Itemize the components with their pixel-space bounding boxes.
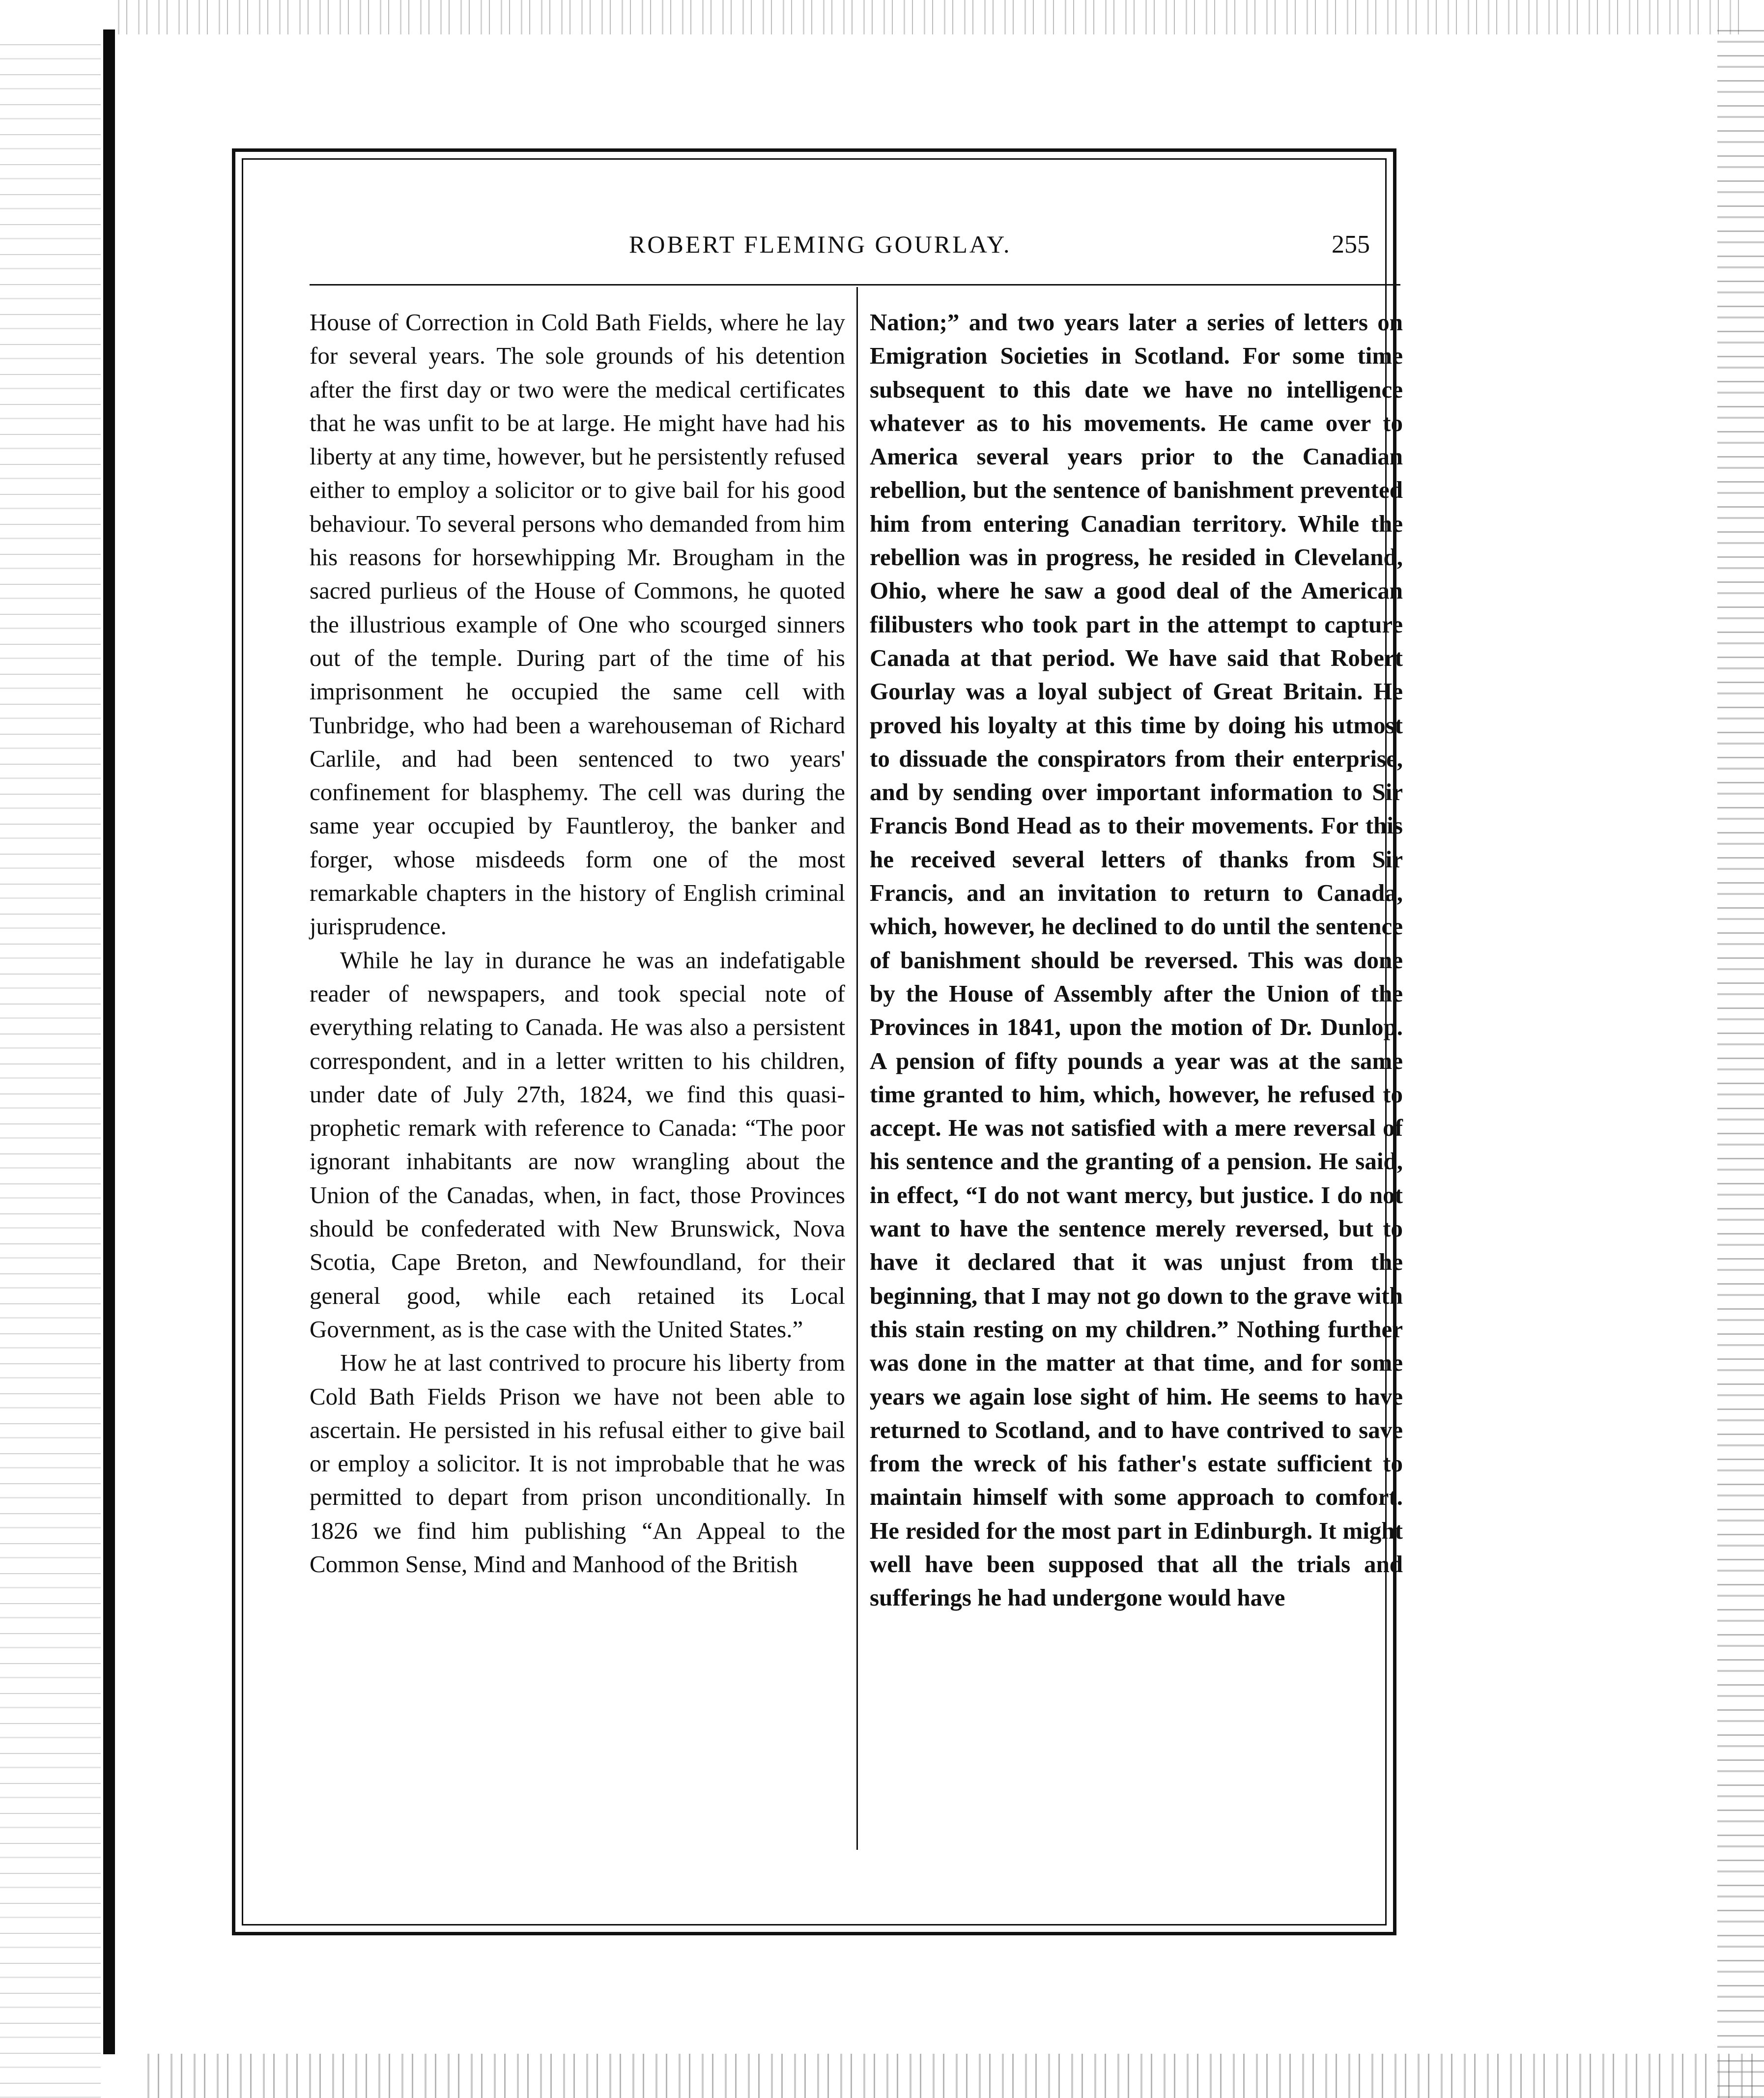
- right-column: [870, 306, 1403, 1615]
- scan-noise-bottom: [147, 2054, 1764, 2098]
- paragraph: While he lay in durance he was an indefatigable reader of newspapers, and took special note of everything relating to Canada. He was also a persistent correspondent, and in a letter written to his children, under date of July 27th, 1824, we find this quasi-prophetic remark with reference to Canada: “The poor ignorant inhabitants are now wrangling about the Union of the Canadas, when, in fact, those Provinces should be confederated with New Brunswick, Nova Scotia, Cape Breton, and Newfoundland, for their general good, while each retained its Local Government, as is the case with the United States.”: [310, 946, 845, 1343]
- page-number: 255: [1332, 230, 1370, 259]
- scan-noise-right: [1717, 29, 1764, 2098]
- paragraph: How he at last contrived to procure his liberty from Cold Bath Fields Prison we have not been able to ascertain. He persisted in his refusal either to give bail or employ a solicitor. It is not improbable that he was permitted to depart from prison unconditionally. In 1826 we find him publishing “An Appeal to the Common Sense, Mind and Manhood of the British: [310, 1349, 845, 1578]
- running-title: ROBERT FLEMING GOURLAY.: [629, 230, 1012, 258]
- scan-noise-left: [0, 39, 101, 2098]
- paragraph: House of Correction in Cold Bath Fields, where he lay for several years. The sole grounds of his detention after the first day or two were the medical certificates that he was unfit to be at large. He might have had his liberty at any time, however, but he persistently refused either to employ a solicitor or to give bail for his good behaviour. To several persons who demanded from him his reasons for horsewhipping Mr. Brougham in the sacred purlieus of the House of Commons, he quoted the illustrious example of One who scourged sinners out of the temple. During part of the time of his imprisonment he occupied the same cell with Tunbridge, who had been a warehouseman of Richard Carlile, and had been sentenced to two years' confinement for blasphemy. The cell was during the same year occupied by Fauntleroy, the banker and forger, whose misdeeds form one of the most remarkable chapters in the history of English criminal jurisprudence.: [310, 309, 845, 940]
- binding-shadow: [103, 29, 115, 2054]
- column-divider: [856, 287, 858, 1850]
- running-head: [275, 230, 1405, 269]
- left-column: [310, 306, 845, 1581]
- paragraph: Nation;” and two years later a series of letters on Emigration Societies in Scotland. For some time subsequent to this date we have no intelligence whatever as to his movements. He came over to America several years prior to the Canadian rebellion, but the sentence of banishment prevented him from entering Canadian territory. While the rebellion was in progress, he resided in Cleveland, Ohio, where he saw a good deal of the American filibusters who took part in the attempt to capture Canada at that period. We have said that Robert Gourlay was a loyal subject of Great Britain. He proved his loyalty at this time by doing his utmost to dissuade the conspirators from their enterprise, and by sending over important information to Sir Francis Bond Head as to their movements. For this he received several letters of thanks from Sir Francis, and an invitation to return to Canada, which, however, he declined to do until the sentence of banishment should be reversed. This was done by the House of Assembly after the Union of the Provinces in 1841, upon the motion of Dr. Dunlop. A pension of fifty pounds a year was at the same time granted to him, which, however, he refused to accept. He was not satisfied with a mere reversal of his sentence and the granting of a pension. He said, in effect, “I do not want mercy, but justice. I do not want to have the sentence merely reversed, but to have it declared that it was unjust from the beginning, that I may not go down to the grave with this stain resting on my children.” Nothing further was done in the matter at that time, and for some years we again lose sight of him. He seems to have returned to Scotland, and to have contrived to save from the wreck of his father's estate sufficient to maintain himself with some approach to comfort. He resided for the most part in Edinburgh. It might well have been supposed that all the trials and sufferings he had undergone would have: [870, 309, 1403, 1611]
- header-rule: [310, 284, 1400, 286]
- scan-noise-top: [118, 0, 1749, 34]
